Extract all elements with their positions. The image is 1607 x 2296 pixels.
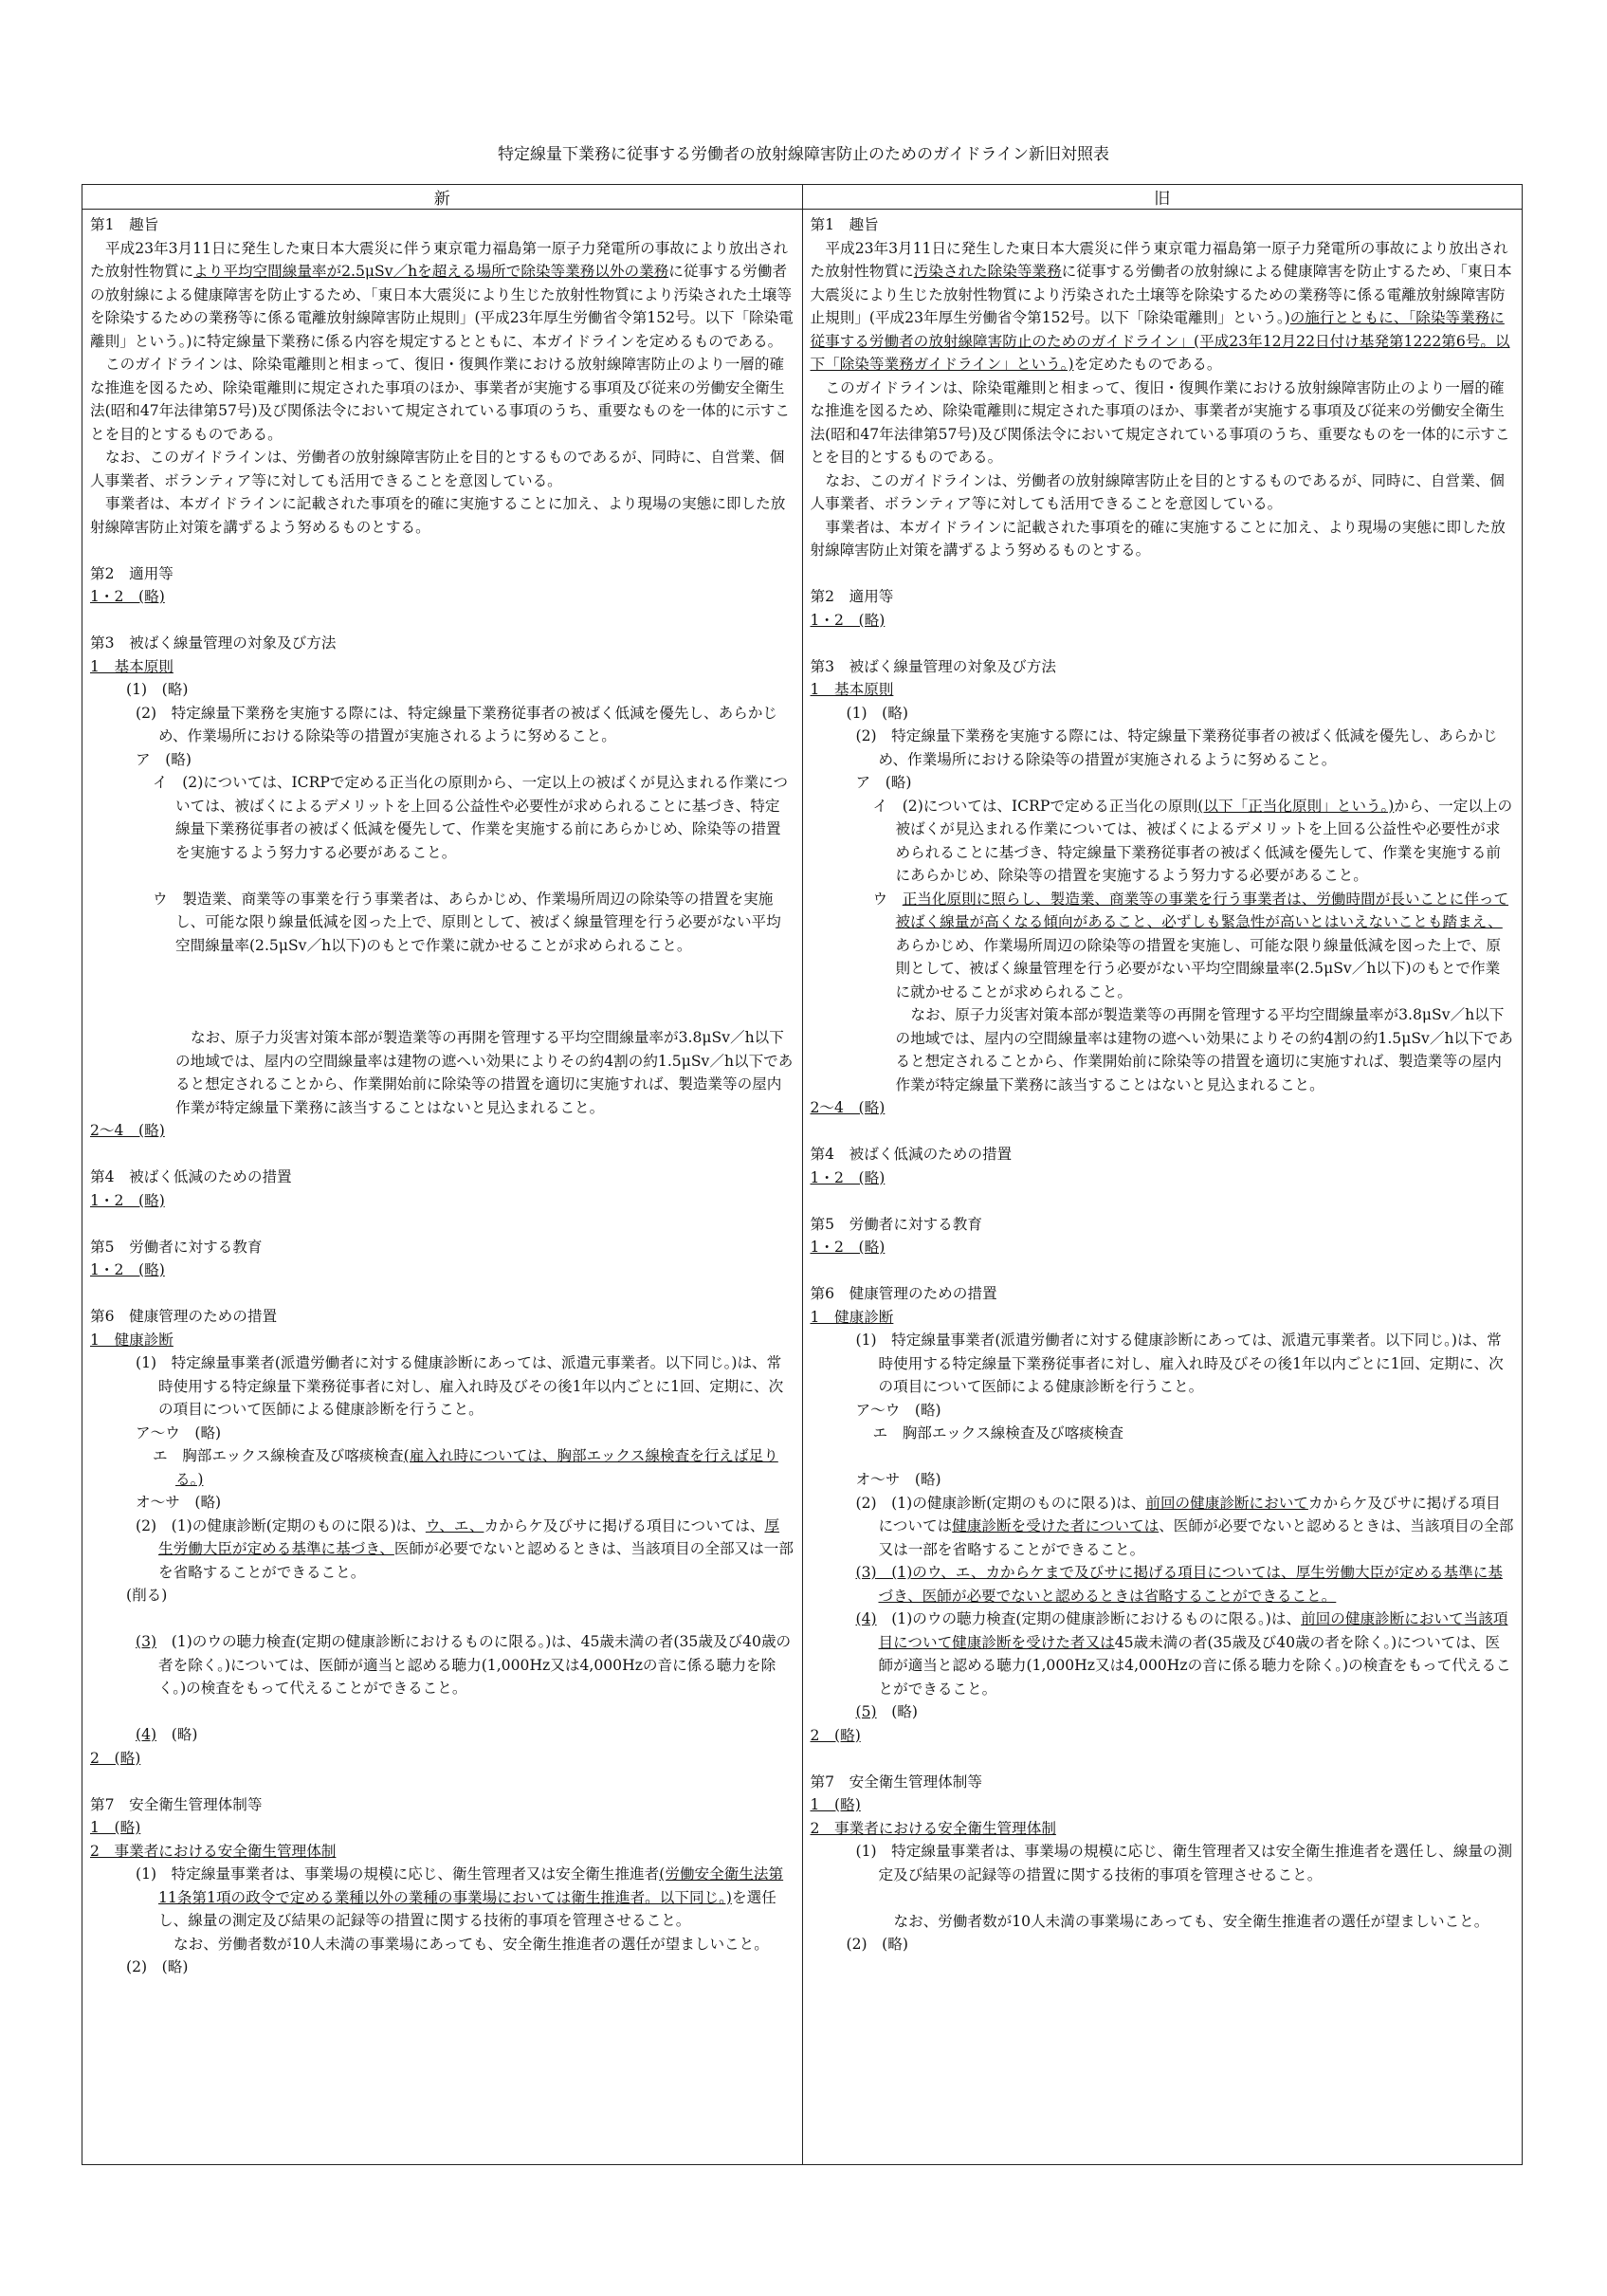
item: (1) 特定線量事業者(派遣労働者に対する健康診断にあっては、派遣元事業者。以下同じ。)は、常時使用する特定線量下業務従事者に対し、雇入れ時及びその後1年以内ごとに1回、定期に、次の項目について医師による健康診断を行うこと。: [855, 1332, 1504, 1395]
paragraph: 事業者は、本ガイドラインに記載された事項を的確に実施することに加え、より現場の実態に即した放射線障害防止対策を講ずるよう努めるものとする。: [810, 518, 1506, 559]
item: イ (2)については、ICRPで定める正当化の原則(以下「正当化原則」という。)から、一定以上の被ばくが見込まれる作業については、被ばくによるデメリットを上回る公益性や必要性が求められることに基づき、特定線量下業務従事者の被ばく低減を優先して、作業を実施する前にあらかじめ、除染等の措置を実施するよう努力する必要があること。: [872, 797, 1513, 884]
section-heading: 第3 被ばく線量管理の対象及び方法: [810, 657, 1056, 675]
item: エ 胸部エックス線検査及び喀痰検査: [872, 1424, 1124, 1442]
new-column: [82, 210, 803, 2165]
section-heading: 第6 健康管理のための措置: [90, 1308, 278, 1325]
section-heading: 第7 安全衛生管理体制等: [810, 1773, 982, 1791]
new-column-header: 新: [82, 185, 803, 210]
item: (1) (略): [846, 704, 908, 722]
document-title: 特定線量下業務に従事する労働者の放射線障害防止のためのガイドライン新旧対照表: [498, 145, 1109, 164]
item: (1) (略): [126, 681, 189, 698]
item: (4) (略): [136, 1726, 198, 1743]
item: 2～4 (略): [810, 1099, 886, 1116]
section-heading: 第5 労働者に対する教育: [90, 1238, 263, 1256]
item: オ～サ (略): [136, 1494, 222, 1511]
paragraph: なお、このガイドラインは、労働者の放射線障害防止を目的とするものであるが、同時に、自営業、個人事業者、ボランティア等に対しても活用できることを意図している。: [810, 471, 1505, 512]
item: (2) (略): [126, 1958, 189, 1975]
paragraph: 平成23年3月11日に発生した東日本大震災に伴う東京電力福島第一原子力発電所の事故により放出された放射性物質に汚染された除染等業務に従事する労働者の放射線による健康障害を防止するため、「東日本大震災により生じた放射性物質により汚染された土壌等を除染するための業務等に係る電離放射線障害防止規則」(平成23年厚生労働省令第152号。以下「除染電離則」という。)の施行とともに、「除染等業務に従事する労働者の放射線障害防止のためのガイドライン」(平成23年12月22日付け基発第1222第6号。以下「除染等業務ガイドライン」という。)を定めたものである。: [810, 239, 1512, 373]
item: (4) (1)のウの聴力検査(定期の健康診断におけるものに限る。)は、前回の健康診断において当該項目について健康診断を受けた者又は45歳未満の者(35歳及び40歳の者を除く。)については、医師が適当と認める聴力(1,000Hz又は4,000Hzの音に係る聴力を除く。)の検査をもって代えることができること。: [855, 1610, 1511, 1698]
item: 2 (略): [810, 1726, 861, 1744]
item: 1 (略): [90, 1819, 141, 1836]
item: 1・2 (略): [90, 1191, 165, 1209]
paragraph: なお、このガイドラインは、労働者の放射線障害防止を目的とするものであるが、同時に、自営業、個人事業者、ボランティア等に対しても活用できることを意図している。: [90, 449, 785, 489]
item: 1・2 (略): [810, 1168, 886, 1186]
item: (2) (1)の健康診断(定期のものに限る)は、ウ、エ、カからケ及びサに掲げる項目については、厚生労働大臣が定める基準に基づき、医師が必要でないと認めるときは、当該項目の全部又は一部を省略することができること。: [136, 1516, 794, 1581]
note: なお、労働者数が10人未満の事業場にあっても、安全衛生推進者の選任が望ましいこと。: [173, 1935, 769, 1953]
item: 1 基本原則: [90, 657, 173, 675]
item: 1 健康診断: [810, 1308, 894, 1326]
item: (1) 特定線量事業者は、事業場の規模に応じ、衛生管理者又は安全衛生推進者(労働安全衛生法第11条第1項の政令で定める業種以外の業種の事業場においては衛生推進者。以下同じ。)を選任し、線量の測定及び結果の記録等の措置に関する技術的事項を管理させること。: [136, 1865, 784, 1929]
item: 1・2 (略): [90, 1261, 165, 1278]
comparison-table: [82, 184, 1523, 2165]
item: 2 (略): [90, 1749, 141, 1767]
old-column-header: 旧: [802, 185, 1523, 210]
section-heading: 第6 健康管理のための措置: [810, 1285, 997, 1302]
item: イ (2)については、ICRPで定める正当化の原則から、一定以上の被ばくが見込まれる作業については、被ばくによるデメリットを上回る公益性や必要性が求められることに基づき、特定線量下業務従事者の被ばく低減を優先して、作業を実施する前にあらかじめ、除染等の措置を実施するよう努力する必要があること。: [153, 774, 788, 861]
item: 2 事業者における安全衛生管理体制: [90, 1842, 337, 1860]
paragraph: このガイドラインは、除染電離則と相まって、復旧・復興作業における放射線障害防止のより一層的確な推進を図るため、除染電離則に規定された事項のほか、事業者が実施する事項及び従来の労働安全衛生法(昭和47年法律第57号)及び関係法令において規定されている事項のうち、重要なものを一体的に示すことを目的とするものである。: [810, 378, 1510, 466]
section-heading: 第4 被ばく低減のための措置: [90, 1168, 292, 1185]
paragraph: 平成23年3月11日に発生した東日本大震災に伴う東京電力福島第一原子力発電所の事故により放出された放射性物質により平均空間線量率が2.5μSv／hを超える場所で除染等業務以外の業務に従事する労働者の放射線による健康障害を防止するため、「東日本大震災により生じた放射性物質により汚染された土壌等を除染するための業務等に係る電離放射線障害防止規則」(平成23年厚生労働省令第152号。以下「除染電離則」という。)に特定線量下業務に係る内容を規定するとともに、本ガイドラインを定めるものである。: [90, 239, 794, 350]
old-column: [802, 210, 1523, 2165]
section-heading: 第7 安全衛生管理体制等: [90, 1795, 263, 1813]
item: オ～サ (略): [855, 1471, 941, 1488]
item: 1 健康診断: [90, 1331, 173, 1349]
item: 1・2 (略): [810, 1239, 886, 1256]
section-heading: 第3 被ばく線量管理の対象及び方法: [90, 634, 337, 652]
item: ア (略): [855, 774, 912, 791]
item: (1) 特定線量事業者(派遣労働者に対する健康診断にあっては、派遣元事業者。以下同じ。)は、常時使用する特定線量下業務従事者に対し、雇入れ時及びその後1年以内ごとに1回、定期に、次の項目について医師による健康診断を行うこと。: [136, 1354, 784, 1418]
note: なお、原子力災害対策本部が製造業等の再開を管理する平均空間線量率が3.8μSv／h以下の地域では、屋内の空間線量率は建物の遮へい効果によりその約4割の約1.5μSv／h以下であると想定されることから、作業開始前に除染等の措置を適切に実施すれば、製造業等の屋内作業が特定線量下業務に該当することはないと見込まれること。: [175, 1029, 794, 1116]
item: (5) (略): [855, 1703, 918, 1720]
paragraph: 事業者は、本ガイドラインに記載された事項を的確に実施することに加え、より現場の実態に即した放射線障害防止対策を講ずるよう努めるものとする。: [90, 495, 786, 536]
section-heading: 第1 趣旨: [810, 216, 879, 233]
item: (2) (略): [846, 1936, 908, 1953]
item: 1・2 (略): [90, 588, 165, 605]
item: 2～4 (略): [90, 1122, 165, 1139]
item: 1・2 (略): [810, 611, 886, 629]
item: (2) 特定線量下業務を実施する際には、特定線量下業務従事者の被ばく低減を優先し、あらかじめ、作業場所における除染等の措置が実施されるように努めること。: [136, 704, 778, 744]
item: ア (略): [136, 750, 192, 768]
item: (3) (1)のウ、エ、カからケまで及びサに掲げる項目については、厚生労働大臣が定める基準に基づき、医師が必要でないと認めるときは省略することができること。: [855, 1564, 1503, 1605]
item: 1 基本原則: [810, 681, 894, 698]
item: (削る): [126, 1587, 168, 1604]
section-heading: 第2 適用等: [90, 564, 173, 582]
paragraph: このガイドラインは、除染電離則と相まって、復旧・復興作業における放射線障害防止のより一層的確な推進を図るため、除染電離則に規定された事項のほか、事業者が実施する事項及び従来の労働安全衛生法(昭和47年法律第57号)及び関係法令において規定されている事項のうち、重要なものを一体的に示すことを目的とするものである。: [90, 356, 790, 443]
item: エ 胸部エックス線検査及び喀痰検査(雇入れ時については、胸部エックス線検査を行えば足りる。): [153, 1447, 778, 1488]
item: 2 事業者における安全衛生管理体制: [810, 1819, 1056, 1837]
item: ウ 製造業、商業等の事業を行う事業者は、あらかじめ、作業場所周辺の除染等の措置を実施し、可能な限り線量低減を図った上で、原則として、被ばく線量管理を行う必要がない平均空間線量率(2.5μSv／h以下)のもとで作業に就かせることが求められること。: [153, 890, 781, 954]
note: なお、労働者数が10人未満の事業場にあっても、安全衛生推進者の選任が望ましいこと。: [893, 1912, 1489, 1930]
section-heading: 第5 労働者に対する教育: [810, 1215, 982, 1233]
section-heading: 第1 趣旨: [90, 216, 159, 233]
item: (2) 特定線量下業務を実施する際には、特定線量下業務従事者の被ばく低減を優先し、あらかじめ、作業場所における除染等の措置が実施されるように努めること。: [855, 727, 1498, 768]
note: なお、原子力災害対策本部が製造業等の再開を管理する平均空間線量率が3.8μSv／h以下の地域では、屋内の空間線量率は建物の遮へい効果によりその約4割の約1.5μSv／h以下であると想定されることから、作業開始前に除染等の措置を適切に実施すれば、製造業等の屋内作業が特定線量下業務に該当することはないと見込まれること。: [895, 1006, 1513, 1093]
item: 1 (略): [810, 1796, 861, 1813]
item: (2) (1)の健康診断(定期のものに限る)は、前回の健康診断においてカからケ及びサに掲げる項目については健康診断を受けた者については、医師が必要でないと認めるときは、当該項目の全部又は一部を省略することができること。: [855, 1494, 1514, 1558]
item: ア～ウ (略): [855, 1401, 941, 1419]
section-heading: 第2 適用等: [810, 588, 894, 605]
section-heading: 第4 被ばく低減のための措置: [810, 1146, 1013, 1163]
item: (3) (1)のウの聴力検査(定期の健康診断におけるものに限る。)は、45歳未満の者(35歳及び40歳の者を除く。)については、医師が適当と認める聴力(1,000Hz又は4,000Hzの音に係る聴力を除く。)の検査をもって代えることができること。: [136, 1633, 792, 1697]
item: ウ 正当化原則に照らし、製造業、商業等の事業を行う事業者は、労働時間が長いことに伴って被ばく線量が高くなる傾向があること、必ずしも緊急性が高いとはいえないことも踏まえ、あらかじめ、作業場所周辺の除染等の措置を実施し、可能な限り線量低減を図った上で、原則として、被ばく線量管理を行う必要がない平均空間線量率(2.5μSv／h以下)のもとで作業に就かせることが求められること。: [872, 890, 1509, 1001]
item: (1) 特定線量事業者は、事業場の規模に応じ、衛生管理者又は安全衛生推進者を選任し、線量の測定及び結果の記録等の措置に関する技術的事項を管理させること。: [855, 1843, 1513, 1883]
item: ア～ウ (略): [136, 1424, 222, 1442]
